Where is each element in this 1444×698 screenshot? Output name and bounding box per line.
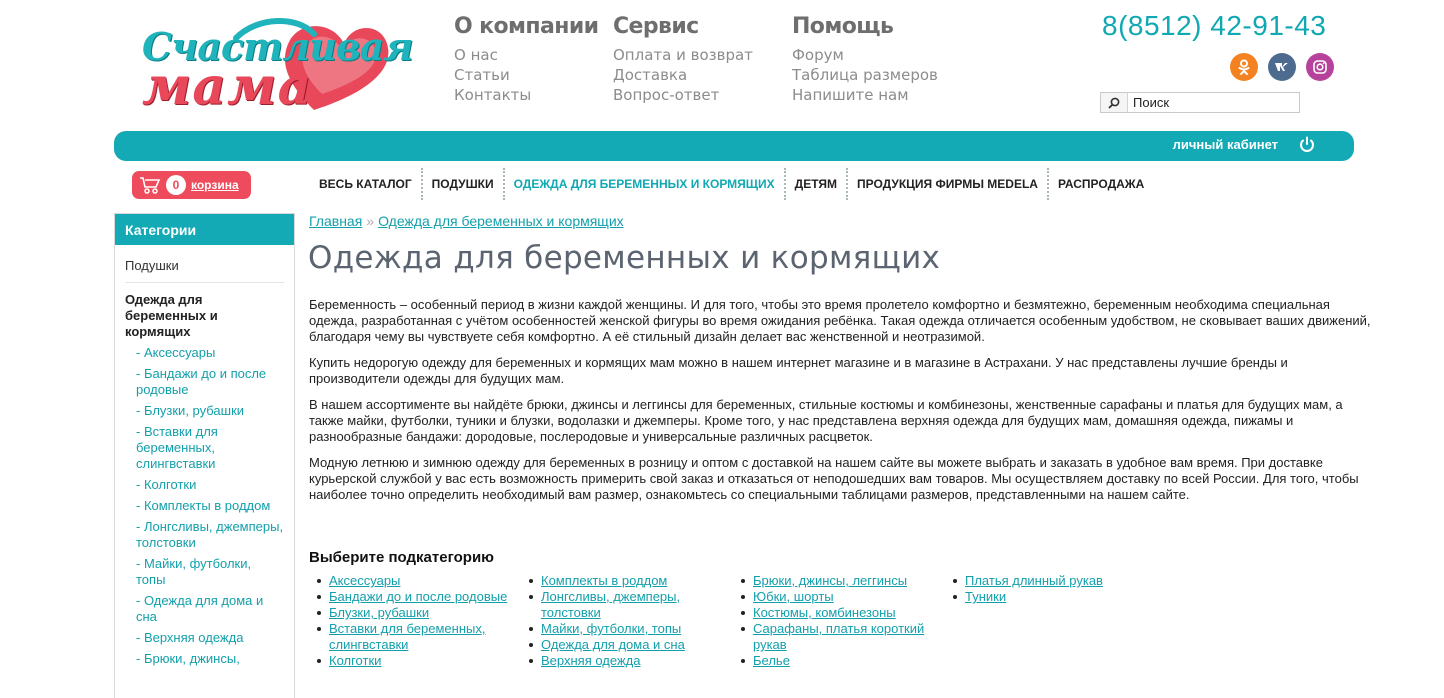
breadcrumb-current[interactable]: Одежда для беременных и кормящих [378, 213, 624, 229]
subcategory-column [951, 573, 1163, 669]
cart-label[interactable]: корзина [191, 178, 239, 192]
subcategory-link[interactable]: Вставки для беременных, слингвставки [329, 621, 486, 652]
subcategory-column [315, 573, 527, 669]
sidebar-sub-item[interactable]: - Верхняя одежда [136, 630, 244, 645]
list-item [739, 589, 951, 605]
page-title: Одежда для беременных и кормящих [308, 240, 941, 276]
subcategory-link[interactable]: Белье [753, 653, 790, 668]
description-paragraph: Беременность – особенный период в жизни каждой женщины. И для того, чтобы это время пролетело комфортно и безмятежно, беременным необходима специальная одежда, разработанная с учётом особенностей женской фигуры во время ожидания ребёнка. Такая одежда отличается особенным удобством, не сковывает ваших движений, благодаря чему вы чувствуете себя комфортно. А её стильный дизайн делает вас женственной и неотразимой. [309, 297, 1371, 344]
subcategory-link[interactable]: Юбки, шорты [753, 589, 834, 604]
description-text [309, 297, 1379, 513]
sidebar-sub-item[interactable]: - Одежда для дома и сна [136, 593, 264, 624]
nav-all-catalog[interactable]: ВЕСЬ КАТАЛОГ [319, 177, 412, 191]
subcategory-link[interactable]: Верхняя одежда [541, 653, 641, 668]
menu-help [792, 14, 938, 105]
menu-about [454, 14, 598, 105]
subcategory-link[interactable]: Аксессуары [329, 573, 401, 588]
list-item [527, 653, 739, 669]
breadcrumb-separator: » [366, 213, 375, 229]
main-nav [310, 166, 1153, 202]
top-bar [114, 131, 1354, 161]
stroller-icon [138, 175, 162, 195]
link-delivery[interactable]: Доставка [613, 66, 688, 84]
list-item [951, 573, 1163, 589]
cart-count-badge: 0 [166, 175, 186, 195]
personal-cabinet-link[interactable]: личный кабинет [1172, 137, 1278, 152]
nav-kids[interactable]: ДЕТЯМ [784, 168, 846, 200]
link-size-table[interactable]: Таблица размеров [792, 66, 938, 84]
subcategory-link[interactable]: Сарафаны, платья короткий рукав [753, 621, 925, 652]
subcategory-link[interactable]: Туники [965, 589, 1007, 604]
subcategory-link[interactable]: Комплекты в роддом [541, 573, 668, 588]
sidebar-title: Категории [115, 214, 294, 245]
menu-service [613, 14, 753, 105]
sidebar-sub-item[interactable]: - Брюки, джинсы, [136, 651, 240, 666]
cart-button[interactable] [132, 171, 251, 199]
subcategory-link[interactable]: Лонгсливы, джемперы, толстовки [541, 589, 681, 620]
list-item [951, 589, 1163, 605]
menu-help-title: Помощь [792, 14, 894, 39]
subcategory-link[interactable]: Колготки [329, 653, 382, 668]
site-logo[interactable] [138, 14, 413, 117]
subcategory-link[interactable]: Брюки, джинсы, леггинсы [753, 573, 908, 588]
list-item [527, 637, 739, 653]
search-input[interactable] [1128, 94, 1296, 112]
sidebar-sub-item[interactable]: - Комплекты в роддом [136, 498, 271, 513]
list-item [527, 573, 739, 589]
phone-number[interactable]: 8(8512) 42-91-43 [1102, 10, 1327, 41]
social-links [1230, 53, 1334, 81]
subcategory-link[interactable]: Костюмы, комбинезоны [753, 605, 896, 620]
nav-maternity-clothes[interactable]: ОДЕЖДА ДЛЯ БЕРЕМЕННЫХ И КОРМЯЩИХ [503, 168, 784, 200]
search-button[interactable] [1101, 93, 1128, 112]
logo-text-line2: мама [142, 56, 313, 117]
list-item [315, 589, 527, 605]
odnoklassniki-icon[interactable] [1230, 53, 1258, 81]
sidebar-item-current[interactable]: Одежда для беременных и кормящих [125, 292, 218, 339]
description-paragraph: Модную летнюю и зимнюю одежду для беременных в розницу и оптом с доставкой на нашем сайте вы можете выбрать и заказать в удобное вам время. При доставке курьерской службой у вас есть возможность примерить свой заказ и отказаться от неподошедших вам товаров. Мы осуществляем доставку по всей России. Для того, чтобы наиболее точно определить необходимый вам размер, ознакомьтесь со специальными таблицами размеров, представленными на нашем сайте. [309, 455, 1359, 502]
subcategory-link[interactable]: Одежда для дома и сна [541, 637, 685, 652]
subcategory-list [315, 573, 1163, 669]
list-item [315, 653, 527, 669]
power-icon[interactable] [1298, 136, 1316, 154]
sidebar-sub-item[interactable]: - Аксессуары [136, 345, 216, 360]
subcategory-link[interactable]: Майки, футболки, топы [541, 621, 682, 636]
sidebar-sub-item[interactable]: - Блузки, рубашки [136, 403, 245, 418]
sidebar-sub-item[interactable]: - Вставки для беременных, слингвставки [136, 424, 218, 471]
link-write-us[interactable]: Напишите нам [792, 86, 909, 104]
sidebar-sub-item[interactable]: - Лонгсливы, джемперы, толстовки [136, 519, 284, 550]
sidebar-sub-item[interactable]: - Майки, футболки, топы [136, 556, 252, 587]
nav-medela[interactable]: ПРОДУКЦИЯ ФИРМЫ MEDELA [846, 168, 1047, 200]
list-item [739, 621, 951, 653]
list-item [527, 589, 739, 621]
link-forum[interactable]: Форум [792, 46, 844, 64]
list-item [739, 573, 951, 589]
menu-service-title: Сервис [613, 14, 699, 39]
subcategory-column [527, 573, 739, 669]
category-sidebar [114, 213, 295, 698]
link-payment[interactable]: Оплата и возврат [613, 46, 753, 64]
subcategory-column [739, 573, 951, 669]
sidebar-sub-item[interactable]: - Колготки [136, 477, 197, 492]
description-paragraph: В нашем ассортименте вы найдёте брюки, джинсы и леггинсы для беременных, стильные костюмы и комбинезоны, женственные сарафаны и платья для будущих мам, а также майки, футболки, туники и блузки, водолазки и джемперы. Кроме того, у нас представлена верхняя одежда для будущих мам, домашняя одежда, пижамы и разнообразные бандажи: дородовые, послеродовые и универсальные различных расцветок. [309, 397, 1343, 444]
subcategory-link[interactable]: Блузки, рубашки [329, 605, 430, 620]
list-item [739, 605, 951, 621]
link-contacts[interactable]: Контакты [454, 86, 532, 104]
search-icon [1108, 97, 1120, 109]
nav-pillows[interactable]: ПОДУШКИ [421, 168, 503, 200]
sidebar-item-pillows[interactable]: Подушки [125, 258, 179, 273]
description-paragraph: Купить недорогую одежду для беременных и кормящих мам можно в нашем интернет магазине и в магазине в Астрахани. У нас представлены лучшие бренды и производители одежды для будущих мам. [309, 355, 1288, 386]
breadcrumb [309, 213, 624, 229]
link-faq[interactable]: Вопрос-ответ [613, 86, 720, 104]
list-item [315, 605, 527, 621]
subcategory-link[interactable]: Бандажи до и после родовые [329, 589, 508, 604]
search-box [1100, 92, 1300, 113]
vk-icon[interactable] [1268, 53, 1296, 81]
link-articles[interactable]: Статьи [454, 66, 510, 84]
logo-text-line1: Счастливая [142, 24, 413, 69]
menu-about-title: О компании [454, 14, 599, 39]
list-item [527, 621, 739, 637]
breadcrumb-home[interactable]: Главная [309, 213, 363, 229]
subcategory-heading: Выберите подкатегорию [309, 549, 494, 566]
list-item [315, 573, 527, 589]
list-item [739, 653, 951, 669]
sidebar-sub-item[interactable]: - Бандажи до и после родовые [136, 366, 267, 397]
instagram-icon[interactable] [1306, 53, 1334, 81]
subcategory-link[interactable]: Платья длинный рукав [965, 573, 1103, 588]
list-item [315, 621, 527, 653]
link-about-us[interactable]: О нас [454, 46, 498, 64]
nav-sale[interactable]: РАСПРОДАЖА [1047, 168, 1153, 200]
